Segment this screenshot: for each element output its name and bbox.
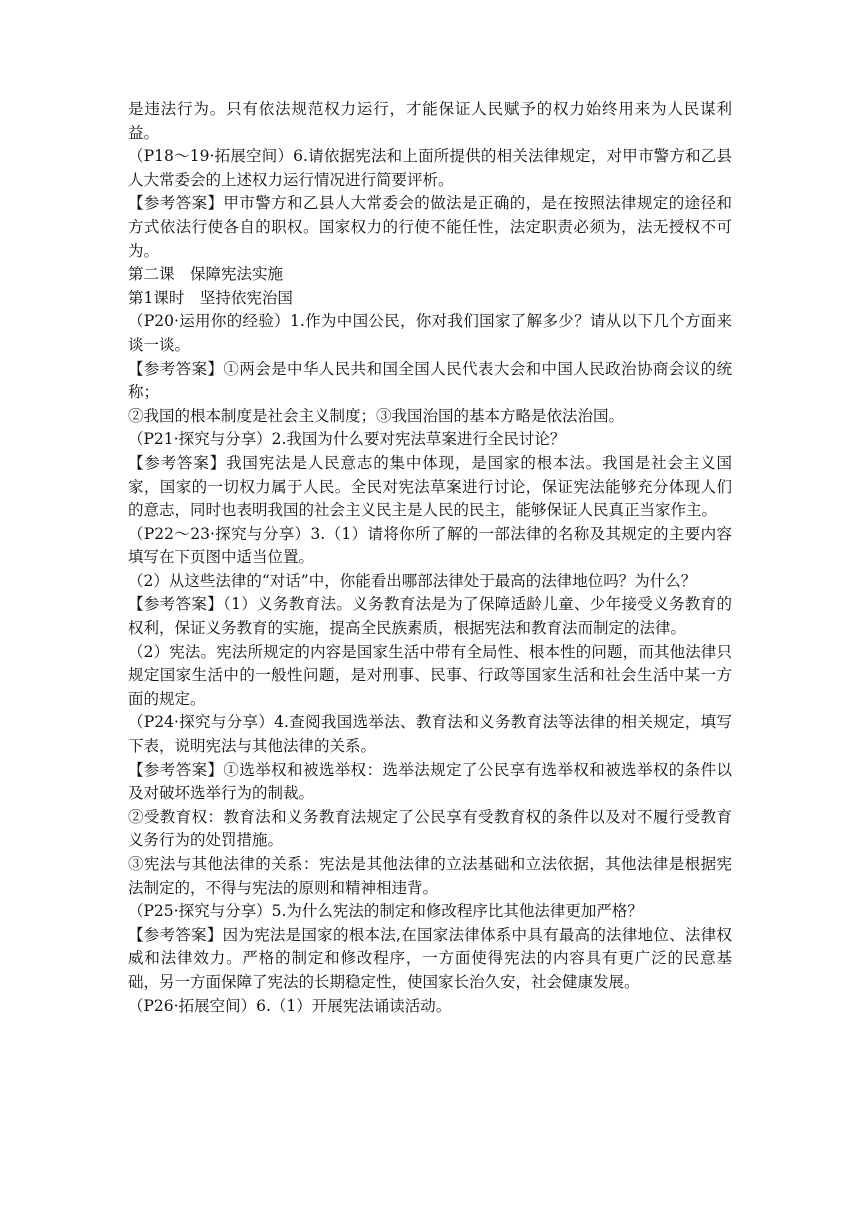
answer-continuation: ③宪法与其他法律的关系：宪法是其他法律的立法基础和立法依据，其他法律是根据宪法制定的，不得与宪法的原则和精神相违背。: [128, 855, 732, 897]
body-paragraph: 是违法行为。只有依法规范权力运行，才能保证人民赋予的权力始终用来为人民谋利益。: [128, 100, 732, 142]
document-body: [128, 98, 732, 1018]
lesson-subheading: 第1课时 坚持依宪治国: [128, 288, 293, 307]
exercise-question: （P22～23·探究与分享）3.（1）请将你所了解的一部法律的名称及其规定的主要内容填写在下页图中适当位置。: [128, 524, 732, 567]
exercise-question: （P24·探究与分享）4.查阅我国选举法、教育法和义务教育法等法律的相关规定，填写下表，说明宪法与其他法律的关系。: [128, 713, 732, 756]
reference-answer: 【参考答案】①选举权和被选举权：选举法规定了公民享有选举权和被选举权的条件以及对破坏选举行为的制裁。: [128, 760, 732, 803]
reference-answer: 【参考答案】①两会是中华人民共和国全国人民代表大会和中国人民政治协商会议的统称；: [128, 359, 732, 402]
exercise-question: （P20·运用你的经验）1.作为中国公民，你对我们国家了解多少？请从以下几个方面来谈一谈。: [128, 312, 732, 354]
exercise-question: （P21·探究与分享）2.我国为什么要对宪法草案进行全民讨论？: [128, 430, 566, 449]
answer-continuation: （2）宪法。宪法所规定的内容是国家生活中带有全局性、根本性的问题，而其他法律只规定国家生活中的一般性问题，是对刑事、民事、行政等国家生活和社会生活中某一方面的规定。: [128, 642, 732, 708]
reference-answer: 【参考答案】甲市警方和乙县人大常委会的做法是正确的，是在按照法律规定的途径和方式依法行使各自的职权。国家权力的行使不能任性，法定职责必须为，法无授权不可为。: [128, 194, 732, 260]
lesson-heading: 第二课 保障宪法实施: [128, 265, 284, 284]
exercise-question: （P26·拓展空间）6.（1）开展宪法诵读活动。: [128, 996, 452, 1015]
exercise-question: （P25·探究与分享）5.为什么宪法的制定和修改程序比其他法律更加严格？: [128, 902, 643, 921]
reference-answer: 【参考答案】（1）义务教育法。义务教育法是为了保障适龄儿童、少年接受义务教育的权利，保证义务教育的实施，提高全民族素质，根据宪法和教育法而制定的法律。: [128, 595, 732, 638]
exercise-subquestion: （2）从这些法律的“对话”中，你能看出哪部法律处于最高的法律地位吗？为什么？: [128, 571, 697, 590]
exercise-question: （P18～19·拓展空间）6.请依据宪法和上面所提供的相关法律规定，对甲市警方和乙县人大常委会的上述权力运行情况进行简要评析。: [128, 147, 732, 189]
reference-answer: 【参考答案】因为宪法是国家的根本法,在国家法律体系中具有最高的法律地位、法律权威和法律效力。严格的制定和修改程序，一方面使得宪法的内容具有更广泛的民意基础，另一方面保障了宪法的长期稳定性，使国家长治久安，社会健康发展。: [128, 925, 732, 991]
answer-continuation: ②我国的根本制度是社会主义制度；③我国治国的基本方略是依法治国。: [128, 406, 625, 425]
reference-answer: 【参考答案】我国宪法是人民意志的集中体现，是国家的根本法。我国是社会主义国家，国家的一切权力属于人民。全民对宪法草案进行讨论，保证宪法能够充分体现人们的意志，同时也表明我国的社会主义民主是人民的民主，能够保证人民真正当家作主。: [128, 453, 732, 520]
answer-continuation: ②受教育权：教育法和义务教育法规定了公民享有受教育权的条件以及对不履行受教育义务行为的处罚措施。: [128, 807, 732, 850]
